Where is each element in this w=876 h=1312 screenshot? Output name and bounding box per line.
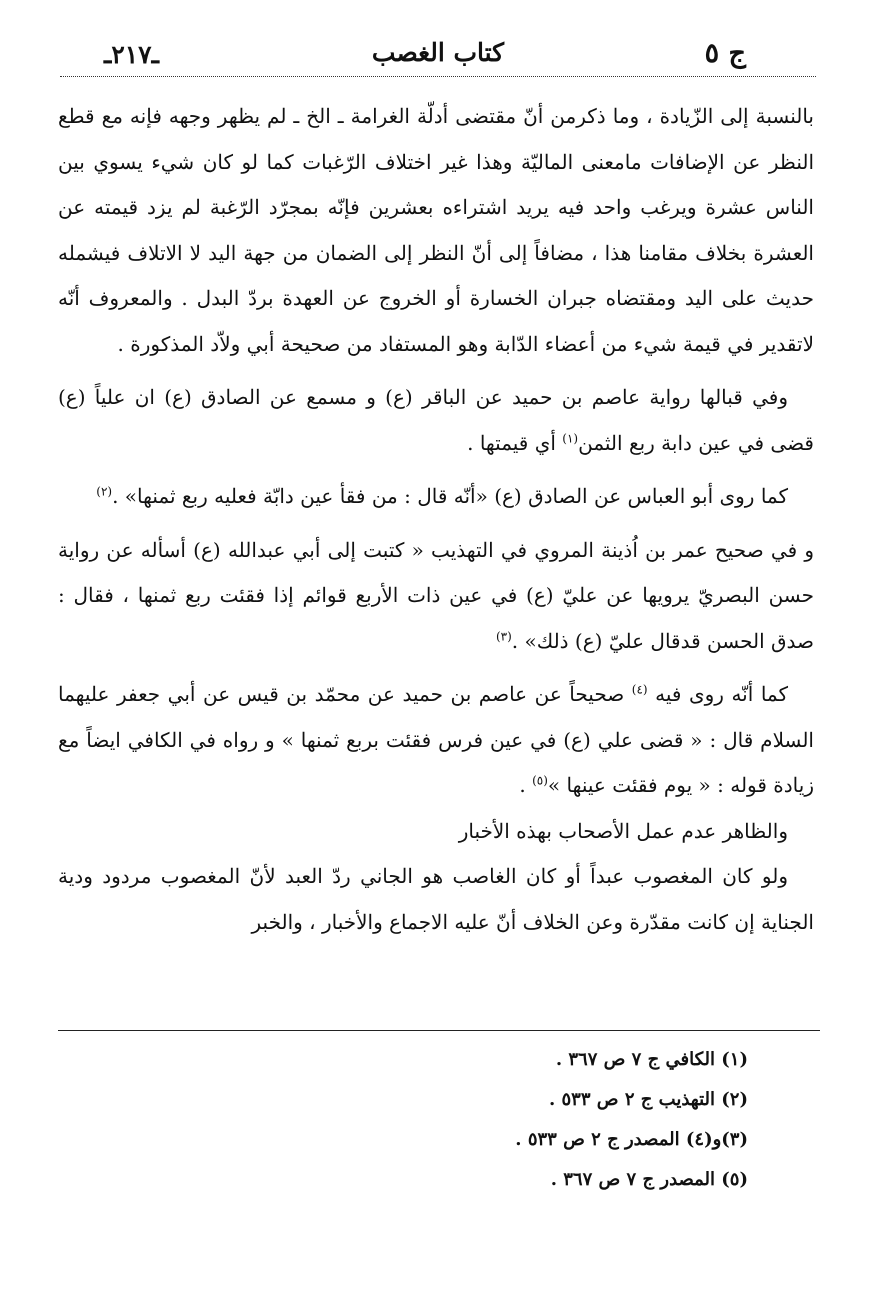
paragraph-7: [58, 854, 814, 945]
running-header: [60, 30, 816, 74]
chapter-title: كتاب الغصب: [371, 38, 505, 67]
paragraph-text: كما روى أبو العباس عن الصادق (ع) «أنّه قال : من فقأ عين دابّة فعليه ربع ثمنها» .: [112, 484, 788, 508]
footnote-2: (٢) التهذيب ج ٢ ص ٥٣٣ .: [548, 1089, 748, 1110]
main-text: [58, 94, 814, 945]
footnote-ref-5: (٥): [532, 773, 548, 788]
paragraph-text: بالنسبة إلى الزّيادة ، وما ذكرمن أنّ مقتضى أدلّة الغرامة ـ الخ ـ لم يظهر وجهه فإنه مع قطع النظر عن الإضافات مامعنى الماليّة وهذا غير اختلاف الرّغبات كما لو كان شيء يسوي بين الناس عشرة ويرغب واحد فيه يريد اشتراءه بعشرين فإنّه بمجرّد الرّغبة لم يزد قيمته عن العشرة بخلاف مقامنا هذا ، مضافاً إلى أنّ النظر إلى الضمان من جهة اليد لا الاتلاف فيشمله حديث على اليد ومقتضاه جبران الخسارة أو الخروج عن العهدة بردّ البدل . والمعروف أنّه لاتقدير في قيمة شيء من أعضاء الدّابة وهو المستفاد من صحيحة أبي ولاّد المذكورة .: [58, 104, 814, 356]
paragraph-text: صحيحاً عن عاصم بن حميد عن محمّد بن قيس عن أبي جعفر عليهما السلام قال : « قضى علي (ع) في عين فرس فقئت بربع ثمنها » و رواه في الكافي ايضاً مع زيادة قوله : « يوم فقئت عينها »: [58, 682, 814, 797]
paragraph-1: [58, 94, 814, 367]
paragraph-text: والظاهر عدم عمل الأصحاب بهذه الأخبار: [458, 818, 788, 843]
paragraph-6: [58, 809, 814, 855]
paragraph-3: [58, 474, 814, 520]
footnote-ref-1: (١): [562, 430, 579, 445]
volume-label: ج ٥: [704, 38, 746, 69]
footnote-divider: [58, 1030, 820, 1031]
footnotes: [515, 1040, 748, 1200]
paragraph-text: كما أنّه روى فيه: [647, 682, 788, 706]
footnote-ref-3: (٣): [495, 628, 512, 643]
paragraph-text: وفي قبالها رواية عاصم بن حميد عن الباقر (ع) و مسمع عن الصادق (ع) ان علياً (ع) قضى في عين دابة ربع الثمن: [58, 385, 814, 455]
paragraph-5: [58, 672, 814, 809]
page-number: ـ٢١٧ـ: [104, 40, 159, 69]
paragraph-2: [58, 375, 814, 466]
paragraph-text: .: [519, 773, 533, 797]
footnote-ref-4: (٤): [631, 682, 648, 697]
footnote-1: (١) الكافي ج ٧ ص ٣٦٧ .: [555, 1049, 748, 1070]
paragraph-text: ولو كان المغصوب عبداً أو كان الغاصب هو الجاني ردّ العبد لأنّ المغصوب مردود ودية الجناية إن كانت مقدّرة وعن الخلاف أنّ عليه الاجماع والأخبار ، والخبر: [58, 864, 814, 934]
footnote-3: (٣)و(٤) المصدر ج ٢ ص ٥٣٣ .: [515, 1129, 748, 1150]
paragraph-text: و في صحيح عمر بن اُذينة المروي في التهذيب « كتبت إلى أبي عبدالله (ع) أسأله عن رواية حسن البصريّ يرويها عن عليّ (ع) في عين ذات الأربع قوائم إذا فقئت ربع ثمنها ، فقال : صدق الحسن قدقال عليّ (ع) ذلك» .: [58, 537, 814, 653]
paragraph-4: [58, 528, 814, 665]
footnote-ref-2: (٢): [96, 484, 113, 499]
paragraph-text: أي قيمتها .: [467, 430, 563, 455]
footnote-4: (٥) المصدر ج ٧ ص ٣٦٧ .: [550, 1169, 748, 1190]
header-divider: [60, 76, 816, 77]
